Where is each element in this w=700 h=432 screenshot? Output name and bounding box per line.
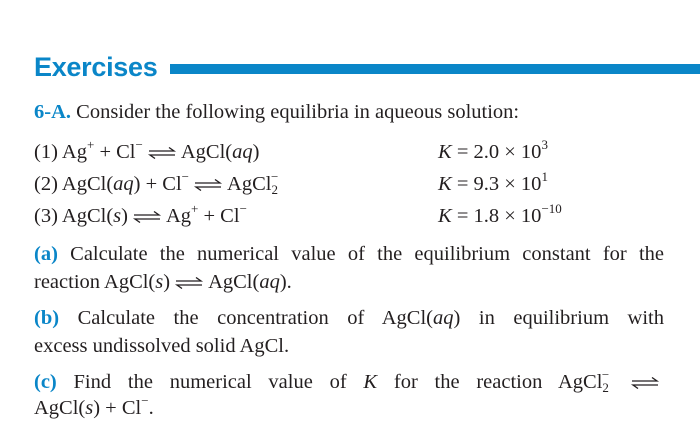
part-a-label: (a) bbox=[34, 243, 58, 265]
equilibrium-2: (2) AgCl(aq) + Cl− AgCl$_2$− bbox=[34, 169, 279, 197]
part-b-line-1: (b) Calculate the concentration of AgCl(aq) in equilibrium with bbox=[34, 307, 664, 329]
equilibrium-arrow-icon bbox=[193, 179, 223, 191]
equilibrium-3: (3) AgCl(s) Ag+ + Cl− bbox=[34, 201, 247, 227]
problem-intro-text: Consider the following equilibria in aqueous solution: bbox=[76, 101, 520, 123]
part-a-line-1: (a) Calculate the numerical value of the equilibrium constant for the bbox=[34, 243, 665, 265]
problem-intro bbox=[34, 100, 519, 124]
equilibrium-number: (1) bbox=[34, 141, 58, 163]
section-heading: Exercises bbox=[34, 52, 158, 82]
heading-rule bbox=[170, 64, 700, 74]
part-c-line-2: AgCl(s) + Cl−. bbox=[34, 393, 154, 419]
k-value-1: $K = 2.0 \times 10^3$ bbox=[438, 137, 548, 163]
equilibrium-number: (2) bbox=[34, 173, 58, 195]
equilibrium-number: (3) bbox=[34, 205, 58, 227]
part-a-line-2: reaction AgCl(s) AgCl(aq). bbox=[34, 271, 292, 293]
part-b-line-2: excess undissolved solid AgCl. bbox=[34, 335, 290, 357]
equilibrium-arrow-icon bbox=[174, 277, 204, 289]
part-c-label: (c) bbox=[34, 371, 57, 393]
equilibrium-1: (1) Ag+ + Cl− AgCl(aq) bbox=[34, 137, 260, 163]
equilibrium-arrow-icon bbox=[630, 377, 660, 389]
equilibrium-arrow-icon bbox=[147, 147, 177, 159]
k-value-2: $K = 9.3 \times 10^1$ bbox=[438, 169, 548, 195]
problem-number: 6-A. bbox=[34, 101, 72, 123]
part-b-label: (b) bbox=[34, 307, 60, 329]
part-c-line-1: (c) Find the numerical value of K for the reaction AgCl$_2$− bbox=[34, 370, 664, 394]
equilibrium-arrow-icon bbox=[132, 211, 162, 223]
k-value-3: $K = 1.8 \times 10^{-10}$ bbox=[438, 201, 562, 227]
